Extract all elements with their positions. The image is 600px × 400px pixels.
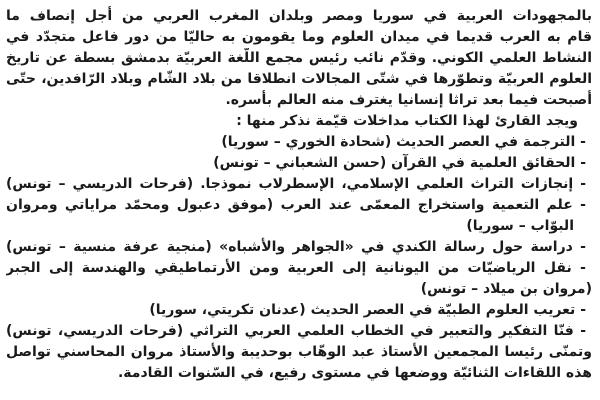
list-item: - نقل الرياضيّات من اليونانية إلى العربية ومن الأرتماطيقي والهندسة إلى الجبر — [6, 260, 586, 276]
paragraph-line: قام به العرب قديما في ميدان العلوم وما يقومون به حاليّا من دور فاعل متجدّد في — [6, 29, 592, 45]
paragraph-line: أصبحت فيما بعد تراثا إنسانيا يغترف منه العالم بأسره. — [225, 92, 592, 108]
list-item: - علم التعمية واستخراج المعمّى عند العرب (موفق دعبول ومحمّد مراياتي ومروان — [6, 197, 586, 213]
list-item: - الحقائق العلمية في القرآن (حسن الشعباني – تونس) — [213, 155, 586, 171]
paragraph-line: هذه اللقاءات الثنائيّة ووضعها في مستوى رفيع، في السّنوات القادمة. — [117, 365, 592, 381]
list-item-continuation: البوّاب – سوريا) — [466, 218, 574, 234]
list-item: - تعريب العلوم الطبيّة في العصر الحديث (عدنان تكريتي، سوريا) — [149, 302, 586, 318]
paragraph-line: بالمجهودات العربية في سوريا ومصر وبلدان المغرب العربي من أجل إنصاف ما — [6, 8, 592, 24]
paragraph-line: وتمنّى رئيسا المجمعين الأستاذ عبد الوهّاب بوحديبة والأستاذ مروان المحاسني تواصل — [6, 344, 592, 360]
list-item: - فنّا التفكير والتعبير في الخطاب العلمي العربي التراثي (فرحات الدريسي، تونس) — [6, 323, 586, 339]
list-item: - إنجازات التراث العلمي الإسلامي، الإسطرلاب نموذجا. (فرحات الدريسي – تونس) — [6, 176, 586, 192]
list-item-continuation: (مروان بن ميلاد – تونس) — [420, 281, 592, 297]
intro-line: ويجد القارئ لهذا الكتاب مداخلات قيّمة نذكر منها : — [236, 113, 578, 129]
list-item: - الترجمة في العصر الحديث (شحادة الخوري – سوريا) — [221, 134, 586, 150]
paragraph-line: النشاط العلمي الكوني. وقدّم نائب رئيس مجمع اللّغة العربيّة بدمشق بسطة عن تاريخ — [6, 50, 592, 66]
paragraph-line: العلوم العربيّة وتطوّرها في شتّى المجالات انطلاقا من بلاد الشّام وبلاد الرّافدين، حتّى — [6, 71, 592, 87]
list-item: - دراسة حول رسالة الكندي في «الجواهر والأشباه» (منجية عرفة منسية – تونس) — [6, 239, 586, 255]
